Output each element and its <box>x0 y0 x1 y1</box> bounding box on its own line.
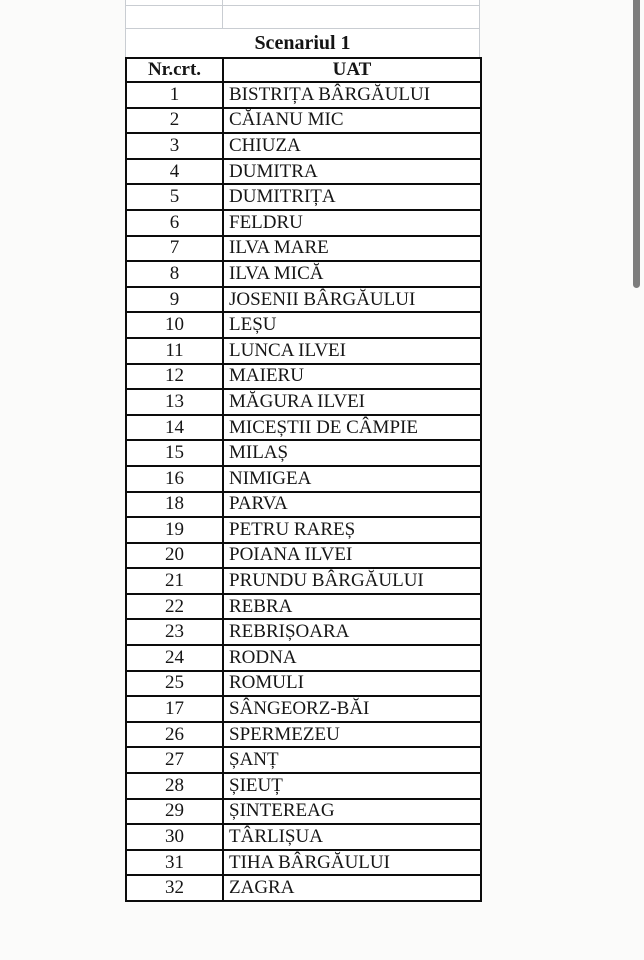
row-number-cell: 25 <box>126 671 223 697</box>
row-number-cell: 8 <box>126 261 223 287</box>
uat-name-cell: ZAGRA <box>223 875 481 901</box>
column-header-nr: Nr.crt. <box>126 58 223 82</box>
uat-name-cell: LUNCA ILVEI <box>223 338 481 364</box>
uat-name-cell: JOSENII BÂRGĂULUI <box>223 287 481 313</box>
row-number-cell: 22 <box>126 594 223 620</box>
row-number-cell: 10 <box>126 312 223 338</box>
uat-name-cell: RODNA <box>223 645 481 671</box>
uat-name-cell: SPERMEZEU <box>223 722 481 748</box>
row-number-cell: 16 <box>126 466 223 492</box>
row-number-cell: 27 <box>126 747 223 773</box>
uat-name-cell: POIANA ILVEI <box>223 543 481 569</box>
uat-name-cell: LEȘU <box>223 312 481 338</box>
table-row <box>126 133 481 159</box>
uat-name-cell: PARVA <box>223 492 481 518</box>
table-row <box>126 773 481 799</box>
table-row <box>126 287 481 313</box>
row-number-cell: 23 <box>126 619 223 645</box>
uat-name-cell: BISTRIȚA BÂRGĂULUI <box>223 82 481 108</box>
table-row <box>126 440 481 466</box>
row-number-cell: 26 <box>126 722 223 748</box>
row-number-cell: 7 <box>126 236 223 262</box>
table-row <box>126 364 481 390</box>
row-number-cell: 9 <box>126 287 223 313</box>
row-number-cell: 18 <box>126 492 223 518</box>
table-row <box>126 184 481 210</box>
uat-name-cell: MICEȘTII DE CÂMPIE <box>223 415 481 441</box>
row-number-cell: 4 <box>126 159 223 185</box>
table-row <box>126 312 481 338</box>
table-row <box>126 619 481 645</box>
row-number-cell: 3 <box>126 133 223 159</box>
table-header-row <box>126 58 481 82</box>
table-row <box>126 108 481 134</box>
row-number-cell: 21 <box>126 568 223 594</box>
uat-name-cell: TIHA BÂRGĂULUI <box>223 850 481 876</box>
table-row <box>126 261 481 287</box>
uat-name-cell: SÂNGEORZ-BĂI <box>223 696 481 722</box>
table-row <box>126 645 481 671</box>
row-number-cell: 19 <box>126 517 223 543</box>
uat-name-cell: MAIERU <box>223 364 481 390</box>
uat-name-cell: REBRA <box>223 594 481 620</box>
table-row <box>126 696 481 722</box>
uat-name-cell: CHIUZA <box>223 133 481 159</box>
table-row <box>126 338 481 364</box>
row-number-cell: 32 <box>126 875 223 901</box>
column-header-uat: UAT <box>223 58 481 82</box>
uat-name-cell: FELDRU <box>223 210 481 236</box>
uat-name-cell: PRUNDU BÂRGĂULUI <box>223 568 481 594</box>
uat-name-cell: ILVA MARE <box>223 236 481 262</box>
row-number-cell: 24 <box>126 645 223 671</box>
table-row <box>126 82 481 108</box>
row-number-cell: 2 <box>126 108 223 134</box>
table-row <box>126 747 481 773</box>
uat-name-cell: ȘINTEREAG <box>223 799 481 825</box>
uat-name-cell: MILAȘ <box>223 440 481 466</box>
row-number-cell: 13 <box>126 389 223 415</box>
row-number-cell: 1 <box>126 82 223 108</box>
vertical-scrollbar-thumb[interactable] <box>633 0 640 288</box>
table-row <box>126 210 481 236</box>
table-row <box>126 159 481 185</box>
empty-cell <box>126 6 223 29</box>
table-row <box>126 568 481 594</box>
table-row <box>126 466 481 492</box>
table-row <box>126 415 481 441</box>
uat-name-cell: REBRIȘOARA <box>223 619 481 645</box>
row-number-cell: 12 <box>126 364 223 390</box>
uat-name-cell: NIMIGEA <box>223 466 481 492</box>
table-row <box>126 722 481 748</box>
uat-name-cell: DUMITRIȚA <box>223 184 481 210</box>
row-number-cell: 5 <box>126 184 223 210</box>
row-number-cell: 30 <box>126 824 223 850</box>
row-number-cell: 11 <box>126 338 223 364</box>
table-row <box>126 850 481 876</box>
table-row <box>126 389 481 415</box>
uat-name-cell: TÂRLIȘUA <box>223 824 481 850</box>
table-row <box>126 799 481 825</box>
row-number-cell: 6 <box>126 210 223 236</box>
uat-table-body <box>126 82 481 901</box>
uat-name-cell: CĂIANU MIC <box>223 108 481 134</box>
table-row <box>126 236 481 262</box>
row-number-cell: 31 <box>126 850 223 876</box>
table-row <box>126 824 481 850</box>
table-row <box>126 543 481 569</box>
row-number-cell: 14 <box>126 415 223 441</box>
uat-name-cell: ILVA MICĂ <box>223 261 481 287</box>
empty-grid-rows <box>125 0 480 29</box>
empty-cell <box>223 6 480 29</box>
uat-name-cell: DUMITRA <box>223 159 481 185</box>
uat-name-cell: PETRU RAREȘ <box>223 517 481 543</box>
uat-name-cell: ȘIEUȚ <box>223 773 481 799</box>
table-row <box>126 671 481 697</box>
table-row <box>126 875 481 901</box>
row-number-cell: 20 <box>126 543 223 569</box>
row-number-cell: 28 <box>126 773 223 799</box>
row-number-cell: 15 <box>126 440 223 466</box>
row-number-cell: 17 <box>126 696 223 722</box>
table-row <box>126 492 481 518</box>
uat-table <box>125 57 482 902</box>
uat-name-cell: ȘANȚ <box>223 747 481 773</box>
row-number-cell: 29 <box>126 799 223 825</box>
scenario-title: Scenariul 1 <box>125 28 480 57</box>
table-row <box>126 517 481 543</box>
uat-name-cell: ROMULI <box>223 671 481 697</box>
uat-name-cell: MĂGURA ILVEI <box>223 389 481 415</box>
table-row <box>126 594 481 620</box>
